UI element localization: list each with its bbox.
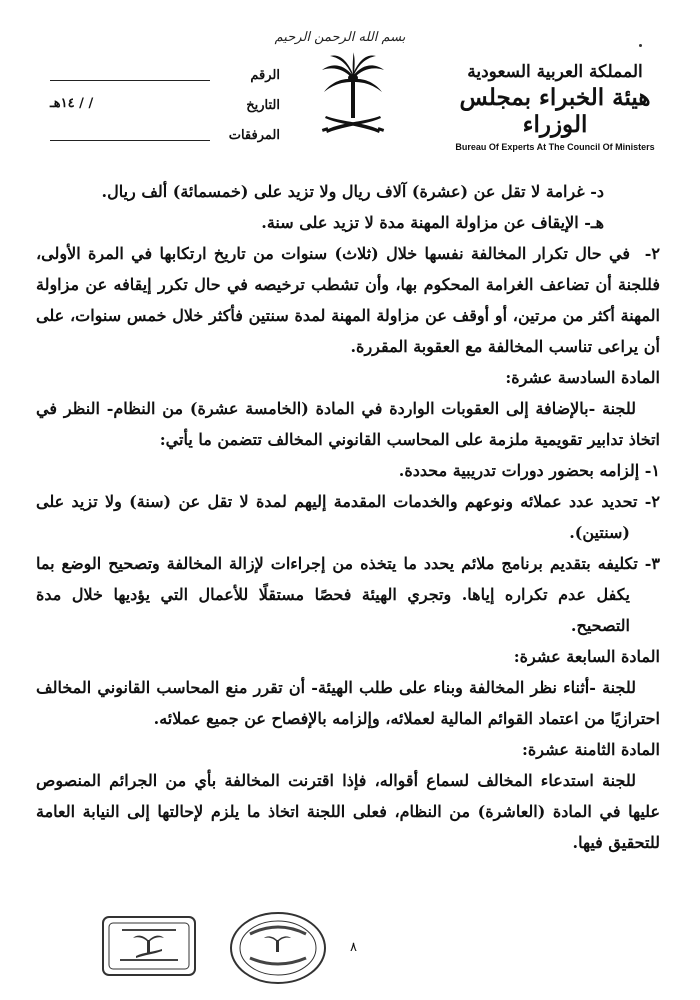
saudi-palm-swords-emblem-icon: [318, 52, 388, 142]
item-2-text: في حال تكرار المخالفة نفسها خلال (ثلاث) سنوات من تاريخ ارتكابها في المرة الأولى، فللجنة أن تضاعف الغرامة المحكوم بها، وأن تشطب ترخيصه في حال تكرر إيقافه عن مزاولة المهنة أكثر من مرتين، أو أوقف عن مزاولة المهنة لمدة سنتين فأكثر خلال خمس سنوات، على أن يراعى تناسب المخالفة مع العقوبة المقررة.: [36, 244, 661, 356]
ref-number-row: [40, 62, 280, 92]
reference-block: [40, 62, 280, 152]
article-18-title: المادة الثامنة عشرة:: [521, 740, 660, 759]
attachments-row: [40, 122, 280, 152]
article-16-item-1: ١- إلزامه بحضور دورات تدريبية محددة.: [398, 461, 660, 480]
official-seal-stamp-icon: [100, 914, 198, 978]
page-number: ٨: [350, 940, 357, 955]
date-value: / / ١٤هـ: [50, 96, 94, 111]
bureau-name-en: Bureau Of Experts At The Council Of Ministers: [455, 142, 655, 152]
attachments-label: المرفقات: [228, 128, 280, 143]
article-18-text: للجنة استدعاء المخالف لسماع أقواله، فإذا اقترنت المخالفة بأي من الجرائم المنصوص عليها في المادة (العاشرة) من النظام، فعلى اللجنة اتخاذ ما يلزم لإحالتها إلى النيابة العامة للتحقيق فيها.: [36, 771, 660, 852]
article-17-title: المادة السابعة عشرة:: [513, 647, 660, 666]
date-row: [40, 92, 280, 122]
date-label: التاريخ: [246, 98, 280, 113]
article-17-text: للجنة -أثناء نظر المخالفة وبناء على طلب الهيئة- أن تقرر منع المحاسب القانوني المخالف احترازيًا من اعتماد القوائم المالية لعملائه، وإلزامه بالإفصاح عن جميع عملائه.: [36, 678, 660, 728]
attachments-line: [50, 140, 210, 141]
basmala: بسم الله الرحمن الرحيم: [274, 30, 406, 45]
article-16-item-3: ٣- تكليفه بتقديم برنامج ملائم يحدد ما يتخذه من إجراءات لإزالة المخالفة وتصحيح الوضع بما يكفل عدم تكراره إياها. وتجري الهيئة فحصًا مستقلًا للأعمال التي يؤديها خلال مدة التصحيح.: [36, 554, 660, 635]
item-2: [36, 238, 660, 362]
article-16-text: للجنة -بالإضافة إلى العقوبات الواردة في المادة (الخامسة عشرة) من النظام- النظر في اتخاذ تدابير تقويمية ملزمة على المحاسب القانوني المخالف تتضمن ما يأتي:: [36, 399, 660, 449]
agency-header: [450, 62, 660, 152]
article-16-item-2: ٢- تحديد عدد عملائه ونوعهم والخدمات المقدمة إليهم لمدة لا تقل عن (سنة) ولا تزيد على (سنتين).: [36, 492, 660, 542]
item-2-number: ٢-: [644, 244, 660, 263]
ref-number-label: الرقم: [250, 68, 280, 83]
item-d: د- غرامة لا تقل عن (عشرة) آلاف ريال ولا تزيد على (خمسمائة) ألف ريال.: [101, 182, 604, 201]
document-body: [36, 176, 660, 858]
ref-number-line: [50, 80, 210, 81]
article-16-title: المادة السادسة عشرة:: [505, 368, 660, 387]
item-h: هـ- الإيقاف عن مزاولة المهنة مدة لا تزيد على سنة.: [261, 213, 604, 232]
corner-dot: [639, 44, 642, 47]
bureau-seal-stamp-icon: [228, 910, 328, 986]
bureau-name-ar: هيئة الخبراء بمجلس الوزراء: [459, 84, 651, 138]
country-name: المملكة العربية السعودية: [467, 62, 643, 82]
